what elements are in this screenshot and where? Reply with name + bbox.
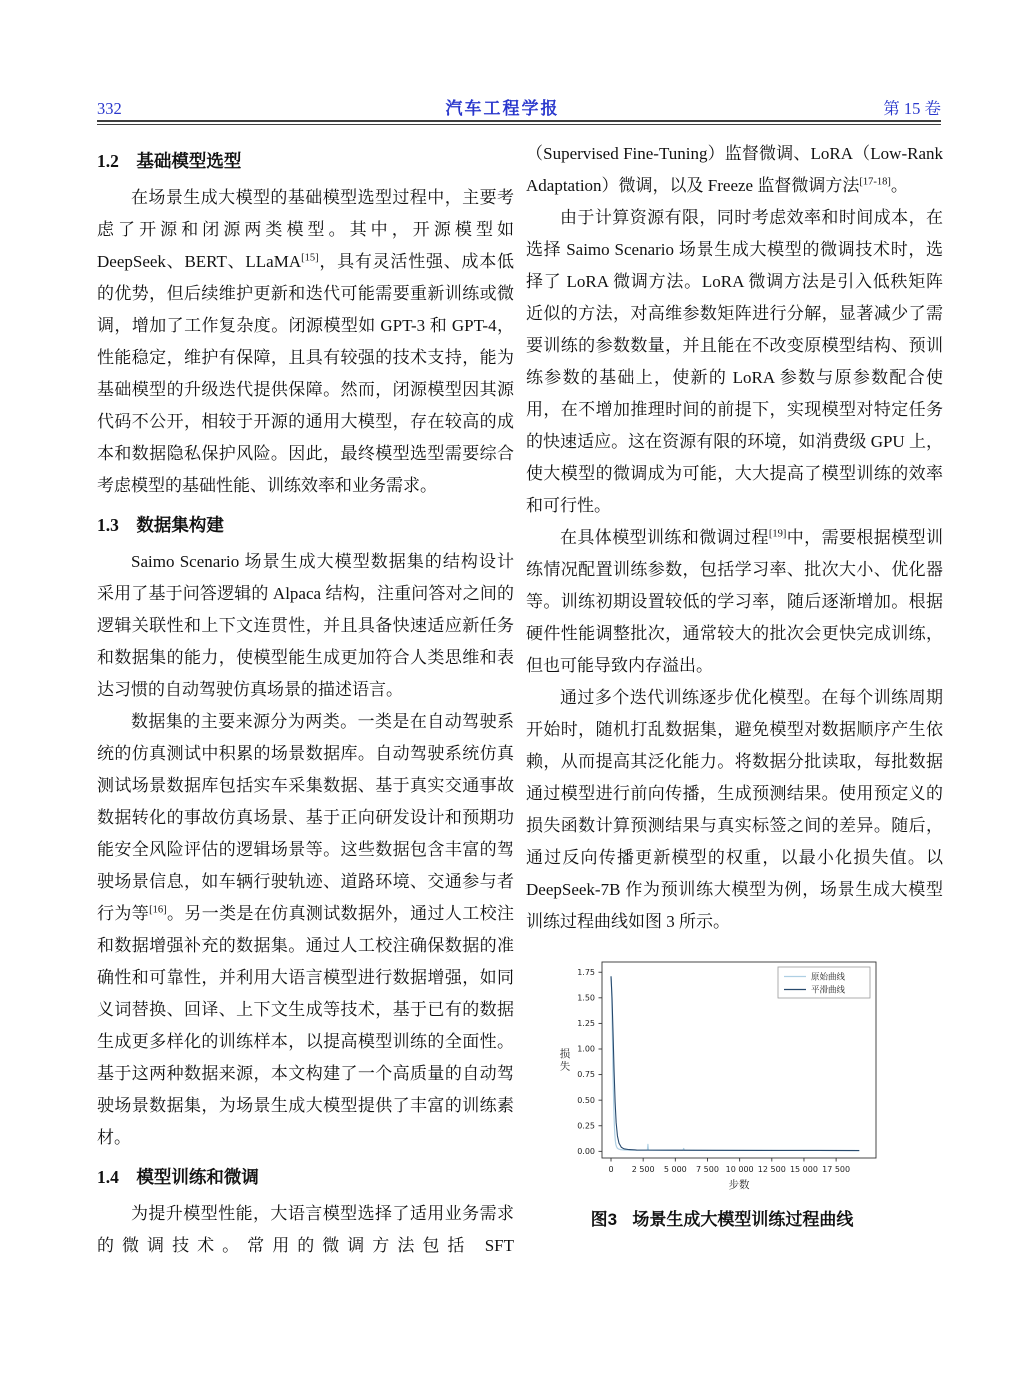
section-title: 模型训练和微调 bbox=[136, 1167, 259, 1187]
text-run: 。另一类是在仿真测试数据外，通过人工校注和数据增强补充的数据集。通过人工校注确保数据的准确性和可靠性，并利用大语言模型进行数据增强，如同义词替换、回译、上下文生成等技术，基于已有的数据生成更多样化的训练样本，以提高模型训练的全面性。基于这两种数据来源，本文构建了一个高质量的自动驾驶场景数据集，为场景生成大模型提供了丰富的训练素材。 bbox=[97, 904, 514, 1147]
section-number: 1.3 bbox=[97, 515, 119, 535]
journal-title: 汽车工程学报 bbox=[445, 99, 560, 118]
y-tick-label: 0.00 bbox=[577, 1146, 595, 1156]
paragraph bbox=[97, 1198, 514, 1262]
y-tick-label: 0.50 bbox=[577, 1095, 595, 1105]
x-tick-label: 7 500 bbox=[696, 1165, 719, 1174]
right-column-text bbox=[526, 138, 943, 938]
reference-marker: [16] bbox=[149, 904, 167, 916]
y-tick-label: 1.75 bbox=[577, 967, 595, 977]
x-tick-label: 15 000 bbox=[789, 1165, 818, 1174]
left-column-text bbox=[97, 145, 514, 1262]
y-tick-label: 1.25 bbox=[577, 1019, 595, 1029]
paragraph bbox=[97, 546, 514, 706]
x-tick-label: 2 500 bbox=[631, 1165, 655, 1174]
section-heading-1.4 bbox=[97, 1161, 514, 1193]
text-run: Saimo Scenario 场景生成大模型数据集的结构设计采用了基于问答逻辑的 Alpaca 结构，注重问答对之间的逻辑关联性和上下文连贯性，并且具备快速适应新任务和数据集的能力，使模型能生成更加符合人类思维和表达习惯的自动驾驶仿真场景的描述语言。 bbox=[97, 552, 514, 699]
text-run: 为提升模型性能，大语言模型选择了适用业务需求的微调技术。常用的微调方法包括 SFT bbox=[97, 1204, 514, 1255]
paragraph bbox=[97, 182, 514, 502]
legend-label: 平滑曲线 bbox=[811, 984, 846, 995]
y-axis-label-char: 失 bbox=[559, 1061, 571, 1073]
y-tick-label: 0.75 bbox=[577, 1070, 595, 1080]
section-number: 1.2 bbox=[97, 151, 119, 171]
x-tick-label: 0 bbox=[608, 1165, 614, 1174]
reference-marker: [17-18] bbox=[859, 176, 891, 188]
text-run: 在具体模型训练和微调过程 bbox=[560, 528, 769, 547]
paragraph bbox=[526, 682, 943, 938]
x-tick-label: 12 500 bbox=[757, 1165, 786, 1174]
header-rule bbox=[97, 120, 941, 125]
paragraph bbox=[526, 202, 943, 522]
series-原始曲线 bbox=[611, 976, 859, 1150]
x-tick-label: 10 000 bbox=[725, 1165, 754, 1174]
text-run: ，具有灵活性强、成本低的优势，但后续维护更新和迭代可能需要重新训练或微调，增加了工作复杂度。闭源模型如 GPT-3 和 GPT-4，性能稳定，维护有保障，且具有较强的技术支持，能为基础模型的升级迭代提供保障。然而，闭源模型因其源代码不公开，相较于开源的通用大模型，存在较高的成本和数据隐私保护风险。因此，最终模型选型需要综合考虑模型的基础性能、训练效率和业务需求。 bbox=[97, 252, 515, 495]
text-run: 在场景生成大模型的基础模型选型过程中，主要考虑了开源和闭源两类模型。其中，开源模型如 DeepSeek、BERT、LLaMA bbox=[97, 188, 514, 271]
paragraph bbox=[526, 522, 943, 682]
series-平滑曲线 bbox=[611, 976, 859, 1150]
reference-marker: [15] bbox=[301, 252, 319, 264]
x-axis-label: 步数 bbox=[728, 1180, 750, 1191]
training-curve-figure bbox=[550, 952, 894, 1232]
left-column bbox=[97, 138, 514, 1262]
text-run: 由于计算资源有限，同时考虑效率和时间成本，在选择 Saimo Scenario 场景生成大模型的微调技术时，选择了 LoRA 微调方法。LoRA 微调方法是引入低秩矩阵近似的方法，对高维参数矩阵进行分解，显著减少了需要训练的参数数量，并且能在不改变原模型结构、预训练参数的基础上，使新的 LoRA 参数与原参数配合使用，在不增加推理时间的前提下，实现模型对特定任务的快速适应。这在资源有限的环境，如消费级 GPU 上，使大模型的微调成为可能，大大提高了模型训练的效率和可行性。 bbox=[526, 208, 943, 515]
text-run: 。 bbox=[890, 176, 908, 195]
x-tick-label: 17 500 bbox=[822, 1165, 851, 1174]
loss-chart bbox=[550, 952, 894, 1200]
figure-caption-text: 场景生成大模型训练过程曲线 bbox=[632, 1210, 854, 1229]
x-tick-label: 5 000 bbox=[663, 1165, 687, 1174]
y-tick-label: 1.50 bbox=[577, 993, 595, 1003]
paragraph bbox=[526, 138, 943, 202]
section-title: 基础模型选型 bbox=[136, 151, 242, 171]
legend-label: 原始曲线 bbox=[811, 971, 846, 982]
figure-caption bbox=[550, 1208, 894, 1232]
paragraph bbox=[97, 706, 514, 1154]
text-run: 数据集的主要来源分为两类。一类是在自动驾驶系统的仿真测试中积累的场景数据库。自动驾驶系统仿真测试场景数据库包括实车采集数据、基于真实交通事故数据转化的事故仿真场景、基于正向研发设计和预期功能安全风险评估的逻辑场景等。这些数据包含丰富的驾驶场景信息，如车辆行驶轨迹、道路环境、交通参与者行为等 bbox=[97, 712, 514, 923]
section-title: 数据集构建 bbox=[136, 515, 224, 535]
section-heading-1.2 bbox=[97, 145, 514, 177]
text-run: （Supervised Fine-Tuning）监督微调、LoRA（Low-Rank Adaptation）微调，以及 Freeze 监督微调方法 bbox=[526, 144, 943, 195]
section-number: 1.4 bbox=[97, 1167, 119, 1187]
figure-caption-label: 图3 bbox=[590, 1210, 618, 1229]
y-tick-label: 1.00 bbox=[577, 1044, 595, 1054]
two-column-body bbox=[97, 138, 943, 1262]
reference-marker: [19] bbox=[768, 528, 787, 540]
y-axis-label-char: 损 bbox=[559, 1049, 571, 1060]
text-run: 中，需要根据模型训练情况配置训练参数，包括学习率、批次大小、优化器等。训练初期设置较低的学习率，随后逐渐增加。根据硬件性能调整批次，通常较大的批次会更快完成训练，但也可能导致内存溢出。 bbox=[526, 528, 944, 675]
right-column bbox=[526, 138, 943, 1262]
y-tick-label: 0.25 bbox=[577, 1121, 595, 1131]
text-run: 通过多个迭代训练逐步优化模型。在每个训练周期开始时，随机打乱数据集，避免模型对数据顺序产生依赖，从而提高其泛化能力。将数据分批读取，每批数据通过模型进行前向传播，生成预测结果。使用预定义的损失函数计算预测结果与真实标签之间的差异。随后，通过反向传播更新模型的权重，以最小化损失值。以 DeepSeek-7B 作为预训练大模型为例，场景生成大模型训练过程曲线如图 3 所示。 bbox=[526, 688, 943, 931]
page-header bbox=[97, 94, 941, 119]
page-number: 332 bbox=[97, 99, 122, 118]
volume-label: 第 15 卷 bbox=[883, 99, 941, 118]
section-heading-1.3 bbox=[97, 509, 514, 541]
loss-chart-svg bbox=[550, 952, 886, 1200]
